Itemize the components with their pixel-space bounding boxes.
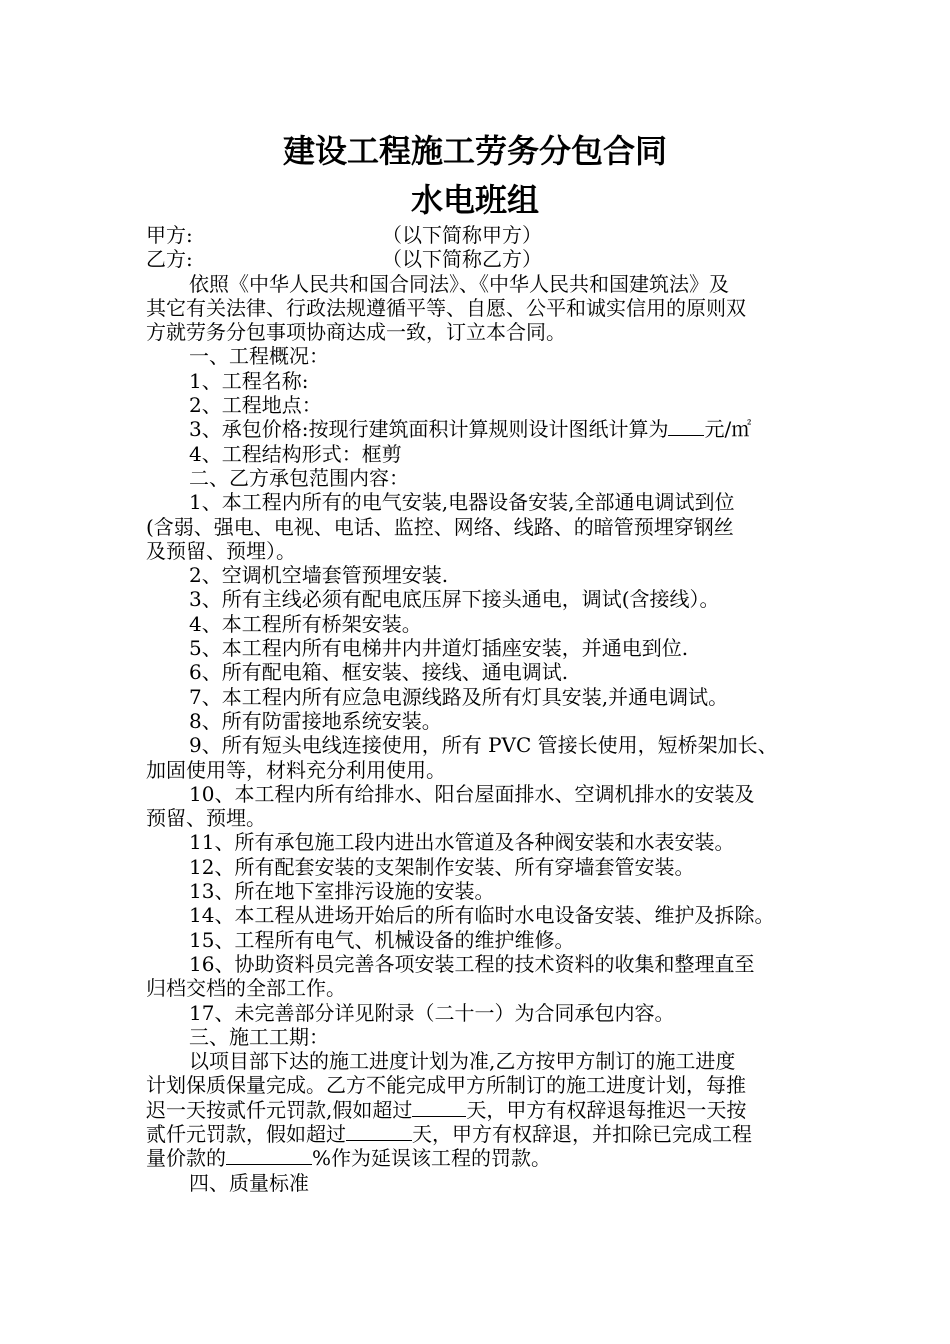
scope-line: 10、本工程内所有给排水、阳台屋面排水、空调机排水的安装及 [189, 781, 755, 806]
schedule-text: %作为延误该工程的罚款。 [312, 1146, 552, 1171]
blank-days-field [346, 1122, 412, 1141]
scope-line: 2、空调机空墙套管预埋安装. [189, 563, 449, 588]
party-a-label: 甲方: [146, 223, 193, 247]
party-b-line [146, 247, 836, 271]
scope-line: 14、本工程从进场开始后的所有临时水电设备安装、维护及拆除。 [189, 903, 775, 928]
party-a-note: （以下简称甲方） [382, 223, 542, 247]
scope-line: 5、本工程内所有电梯井内井道灯插座安装，并通电到位. [189, 636, 689, 661]
schedule-text: 天，甲方有权辞退每推迟一天按 [466, 1097, 747, 1122]
party-a-line [146, 223, 836, 247]
blank-percent-field [226, 1146, 312, 1165]
document-subtitle: 水电班组 [410, 181, 539, 219]
scope-line: (含弱、强电、电视、电话、监控、网络、线路、的暗管预埋穿钢丝 [146, 514, 734, 539]
schedule-text: 贰仟元罚款，假如超过 [146, 1121, 346, 1146]
section-heading: 四、质量标准 [189, 1170, 309, 1195]
schedule-line: 以项目部下达的施工进度计划为准,乙方按甲方制订的施工进度 [189, 1049, 736, 1074]
scope-line: 17、未完善部分详见附录（二十一）为合同承包内容。 [189, 1000, 675, 1025]
structure-type-line: 4、工程结构形式：框剪 [189, 441, 402, 466]
contract-price-text: 3、承包价格:按现行建筑面积计算规则设计图纸计算为 [189, 417, 669, 442]
scope-line: 13、所在地下室排污设施的安装。 [189, 879, 495, 904]
scope-line: 及预留、预埋）。 [146, 538, 296, 563]
contract-price-line [146, 417, 836, 441]
contract-body [146, 223, 836, 1195]
schedule-text: 量价款的 [146, 1146, 226, 1171]
blank-price-field [668, 417, 704, 436]
schedule-text: 迟一天按贰仟元罚款,假如超过 [146, 1097, 413, 1122]
price-unit: 元/㎡ [704, 417, 752, 442]
schedule-line [146, 1122, 836, 1146]
scope-line: 11、所有承包施工段内进出水管道及各种阀安装和水表安装。 [189, 830, 735, 855]
preamble-line: 依照《中华人民共和国合同法》、《中华人民共和国建筑法》及 [189, 271, 729, 296]
document-title: 建设工程施工劳务分包合同 [282, 132, 667, 170]
scope-line: 8、所有防雷接地系统安装。 [189, 708, 442, 733]
scope-line: 加固使用等，材料充分利用使用。 [146, 757, 446, 782]
scope-list [146, 490, 836, 1025]
project-location-line: 2、工程地点： [189, 393, 322, 418]
scope-line: 归档交档的全部工作。 [146, 976, 346, 1001]
scope-line: 3、所有主线必须有配电底压屏下接头通电，调试(含接线）。 [189, 587, 720, 612]
scope-line: 预留、预埋。 [146, 806, 266, 831]
schedule-line [146, 1098, 836, 1122]
scope-line: 16、协助资料员完善各项安装工程的技术资料的收集和整理直至 [189, 951, 755, 976]
blank-days-field [412, 1098, 466, 1117]
scope-line: 4、本工程所有桥架安装。 [189, 611, 422, 636]
schedule-line: 计划保质保量完成。乙方不能完成甲方所制订的施工进度计划，每推 [146, 1073, 746, 1098]
schedule-text: 天，甲方有权辞退，并扣除已完成工程 [412, 1121, 752, 1146]
scope-line: 6、所有配电箱、框安装、接线、通电调试. [189, 660, 569, 685]
scope-line: 1、本工程内所有的电气安装,电器设备安装,全部通电调试到位 [189, 490, 735, 515]
scope-line: 15、工程所有电气、机械设备的维护维修。 [189, 927, 575, 952]
section-heading: 三、施工工期： [189, 1024, 329, 1049]
section-heading: 一、工程概况： [189, 344, 329, 369]
scope-line: 7、本工程内所有应急电源线路及所有灯具安装,并通电调试。 [189, 684, 729, 709]
scope-line: 12、所有配套安装的支架制作安装、所有穿墙套管安装。 [189, 854, 695, 879]
party-b-label: 乙方: [146, 247, 193, 272]
party-b-note: （以下简称乙方） [382, 247, 542, 272]
project-name-line: 1、工程名称: [189, 368, 309, 393]
preamble-line: 方就劳务分包事项协商达成一致，订立本合同。 [146, 320, 566, 345]
section-heading: 二、乙方承包范围内容： [189, 465, 409, 490]
preamble-line: 其它有关法律、行政法规遵循平等、自愿、公平和诚实信用的原则双 [146, 295, 746, 320]
scope-line: 9、所有短头电线连接使用，所有 PVC 管接长使用，短桥架加长、 [189, 733, 778, 758]
schedule-line [146, 1146, 836, 1170]
